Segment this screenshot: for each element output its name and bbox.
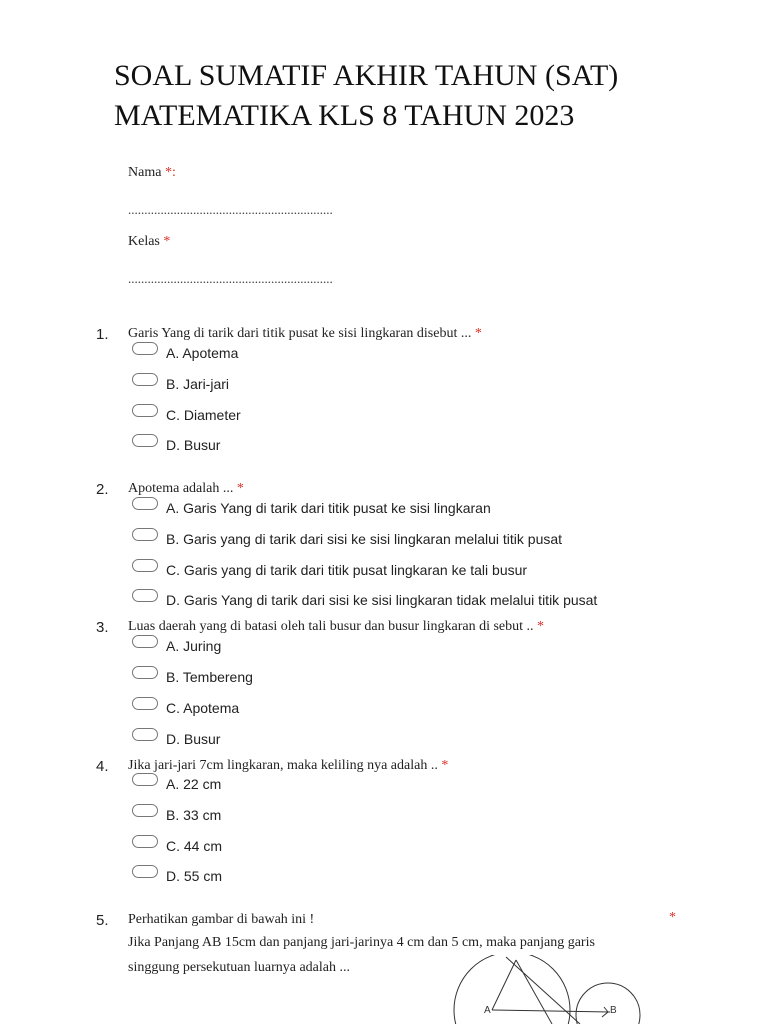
question-4-option-d[interactable]: D. 55 cm — [132, 867, 222, 885]
question-5-required-mark: * — [669, 910, 676, 925]
circle-a — [454, 955, 570, 1024]
question-1-label: Garis Yang di tarik dari titik pusat ke sisi lingkaran disebut ... — [128, 326, 475, 341]
question-5-number: 5. — [96, 912, 109, 929]
tangent-circles-figure — [440, 955, 660, 1024]
question-2-option-a[interactable]: A. Garis Yang di tarik dari titik pusat ke sisi lingkaran — [132, 499, 491, 517]
kelas-field[interactable]: ............................................................... — [128, 271, 333, 286]
tangent-line — [506, 957, 580, 1024]
radio-icon[interactable] — [132, 404, 158, 417]
question-1-number: 1. — [96, 326, 109, 343]
radio-icon[interactable] — [132, 728, 158, 741]
title-line-1: SOAL SUMATIF AKHIR TAHUN (SAT) — [114, 59, 619, 92]
question-3-label: Luas daerah yang di batasi oleh tali busur dan busur lingkaran di sebut .. — [128, 619, 538, 634]
question-2-option-c[interactable]: C. Garis yang di tarik dari titik pusat lingkaran ke tali busur — [132, 561, 527, 579]
page-title — [114, 56, 618, 136]
radio-icon[interactable] — [132, 635, 158, 648]
question-3-option-b[interactable]: B. Tembereng — [132, 668, 253, 686]
question-2-number: 2. — [96, 481, 109, 498]
radio-icon[interactable] — [132, 804, 158, 817]
tangent-line-2 — [516, 960, 552, 1024]
question-1-option-b[interactable]: B. Jari-jari — [132, 375, 229, 393]
question-3-number: 3. — [96, 619, 109, 636]
radio-icon[interactable] — [132, 697, 158, 710]
question-4-label: Jika jari-jari 7cm lingkaran, maka keliling nya adalah .. — [128, 758, 442, 773]
question-5-line-3: singgung persekutuan luarnya adalah ... — [128, 960, 350, 975]
label-b: B — [610, 1005, 617, 1016]
question-2-label: Apotema adalah ... — [128, 481, 237, 496]
question-3-option-c[interactable]: C. Apotema — [132, 699, 239, 717]
radio-icon[interactable] — [132, 835, 158, 848]
question-4-option-c[interactable]: C. 44 cm — [132, 837, 222, 855]
question-3-text — [128, 619, 544, 635]
question-2-option-b[interactable]: B. Garis yang di tarik dari sisi ke sisi lingkaran melalui titik pusat — [132, 530, 562, 548]
radio-icon[interactable] — [132, 666, 158, 679]
question-3-required-mark: * — [537, 619, 545, 634]
line-ab — [492, 1010, 610, 1012]
kelas-required-mark: * — [163, 234, 171, 249]
nama-label — [128, 165, 176, 181]
question-4-option-b[interactable]: B. 33 cm — [132, 806, 221, 824]
question-4-text — [128, 758, 448, 774]
kelas-label — [128, 234, 170, 250]
radio-icon[interactable] — [132, 559, 158, 572]
radio-icon[interactable] — [132, 373, 158, 386]
nama-label-text: Nama — [128, 165, 165, 180]
radio-icon[interactable] — [132, 589, 158, 602]
question-3-option-a[interactable]: A. Juring — [132, 637, 221, 655]
question-2-option-d[interactable]: D. Garis Yang di tarik dari sisi ke sisi lingkaran tidak melalui titik pusat — [132, 591, 597, 609]
nama-field[interactable]: ............................................................... — [128, 202, 333, 217]
kelas-label-text: Kelas — [128, 234, 164, 249]
question-2-text — [128, 481, 244, 497]
question-1-required-mark: * — [474, 326, 482, 341]
question-4-number: 4. — [96, 758, 109, 775]
nama-required-mark: *: — [164, 165, 176, 180]
radius-a — [492, 960, 516, 1010]
question-4-option-a[interactable]: A. 22 cm — [132, 775, 221, 793]
question-3-option-d[interactable]: D. Busur — [132, 730, 220, 748]
radio-icon[interactable] — [132, 528, 158, 541]
question-5-line-2: Jika Panjang AB 15cm dan panjang jari-jarinya 4 cm dan 5 cm, maka panjang garis — [128, 935, 595, 950]
title-line-2: MATEMATIKA KLS 8 TAHUN 2023 — [114, 99, 575, 132]
radio-icon[interactable] — [132, 865, 158, 878]
circle-b — [576, 983, 640, 1024]
radio-icon[interactable] — [132, 773, 158, 786]
radio-icon[interactable] — [132, 434, 158, 447]
question-1-text — [128, 326, 482, 342]
question-1-option-c[interactable]: C. Diameter — [132, 406, 241, 424]
radio-icon[interactable] — [132, 497, 158, 510]
label-a: A — [484, 1005, 491, 1016]
question-1-option-d[interactable]: D. Busur — [132, 436, 220, 454]
question-1-option-a[interactable]: A. Apotema — [132, 344, 238, 362]
question-4-required-mark: * — [441, 758, 449, 773]
radio-icon[interactable] — [132, 342, 158, 355]
question-2-required-mark: * — [236, 481, 244, 496]
question-5-line-1: Perhatikan gambar di bawah ini ! — [128, 912, 315, 927]
